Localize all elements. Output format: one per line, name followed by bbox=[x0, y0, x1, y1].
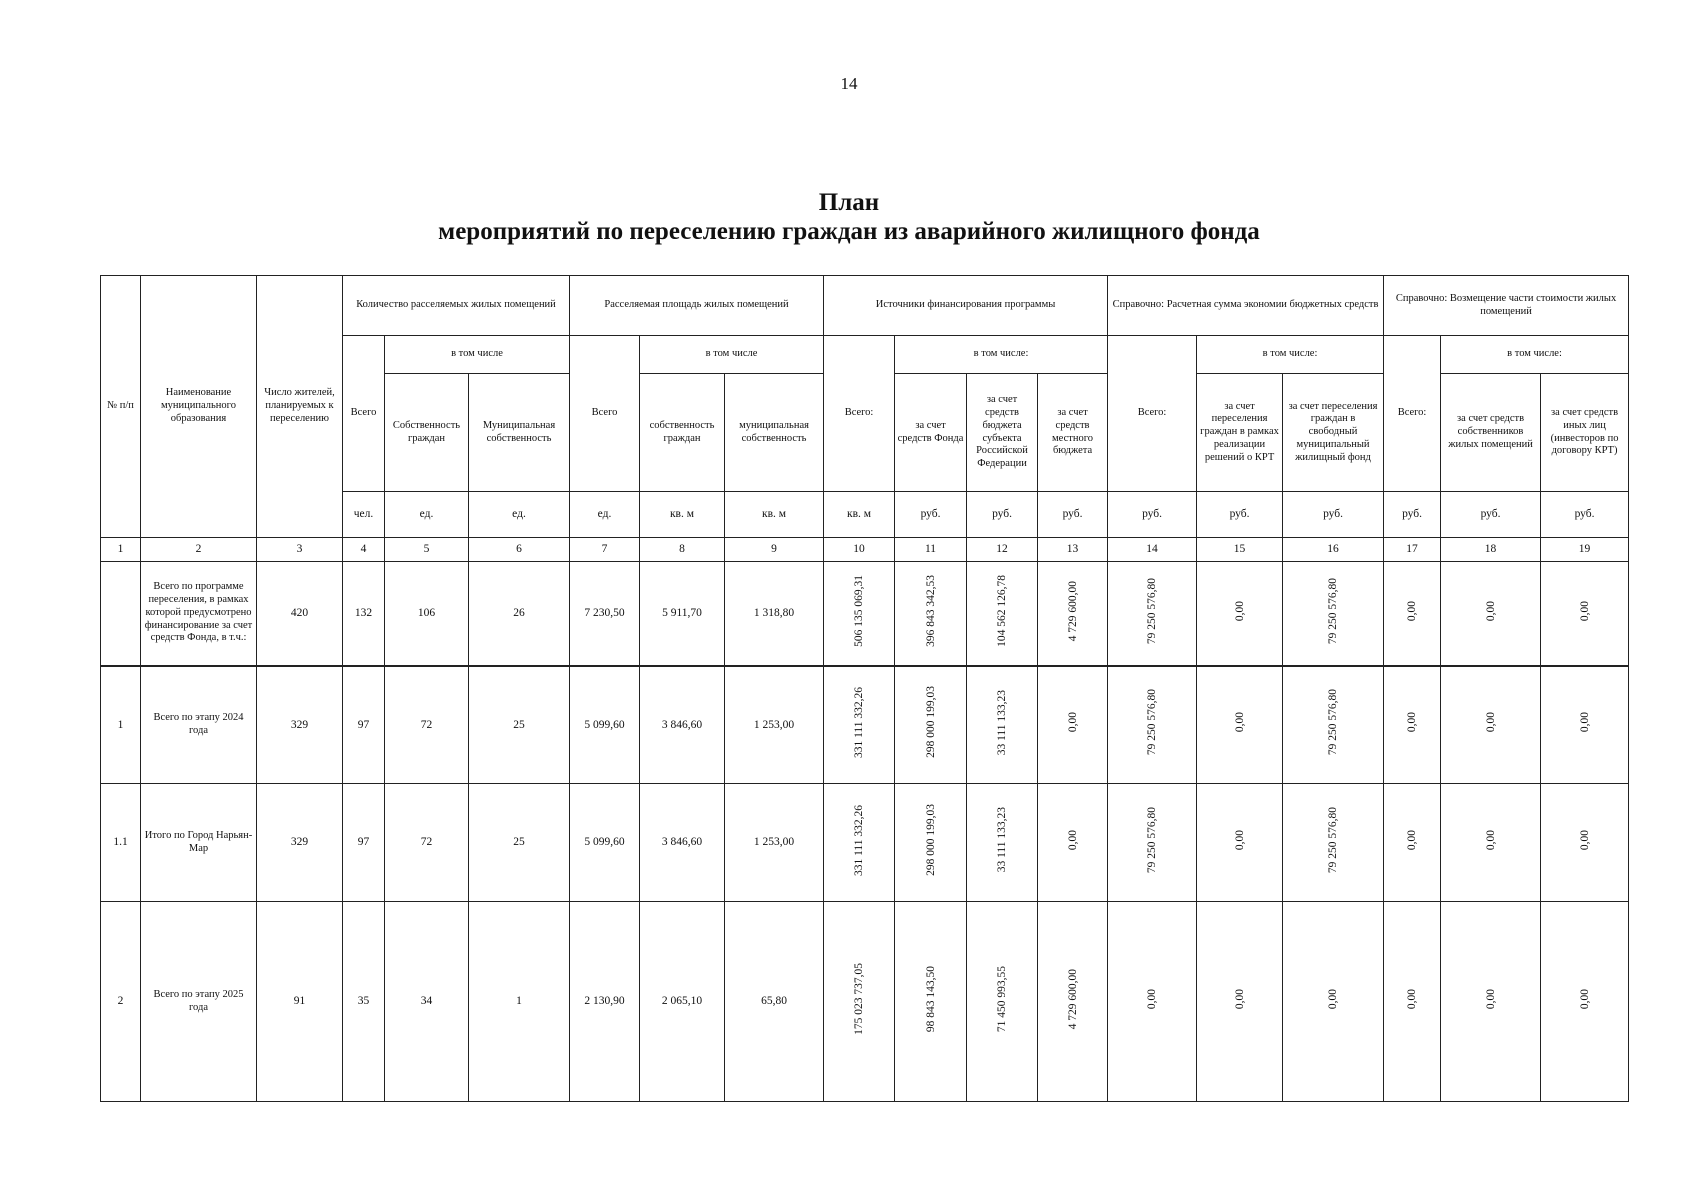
col-number: 9 bbox=[725, 538, 824, 562]
cell-value: 79 250 576,80 bbox=[1327, 807, 1340, 874]
header-rooms-own: Собственность граждан bbox=[385, 374, 469, 492]
header-fin-local: за счет средств местного бюджета bbox=[1038, 374, 1108, 492]
cell-rooms-total: 132 bbox=[343, 562, 385, 666]
page-title bbox=[0, 188, 1698, 246]
table-row bbox=[101, 666, 1629, 784]
cell-value: 298 000 199,03 bbox=[924, 804, 937, 877]
unit-cell: ед. bbox=[570, 492, 640, 538]
unit-cell: руб. bbox=[967, 492, 1038, 538]
cell-area-own: 2 065,10 bbox=[640, 902, 725, 1102]
unit-cell: руб. bbox=[1541, 492, 1629, 538]
cell-fin-subject bbox=[967, 784, 1038, 902]
cell-value: 0,00 bbox=[1233, 830, 1246, 851]
col-number: 10 bbox=[824, 538, 895, 562]
cell-sav-free bbox=[1283, 902, 1384, 1102]
cell-no: 1.1 bbox=[101, 784, 141, 902]
header-name: Наименование муниципального образования bbox=[141, 276, 257, 538]
cell-name: Всего по этапу 2025 года bbox=[141, 902, 257, 1102]
cell-no bbox=[101, 562, 141, 666]
cell-value: 104 562 126,78 bbox=[996, 574, 1009, 647]
cell-reimb-investors bbox=[1541, 784, 1629, 902]
cell-fin-fund bbox=[895, 666, 967, 784]
cell-value: 0,00 bbox=[1066, 712, 1079, 733]
cell-value: 79 250 576,80 bbox=[1146, 807, 1159, 874]
cell-value: 79 250 576,80 bbox=[1327, 689, 1340, 756]
header-reimb-incl: в том числе: bbox=[1441, 336, 1629, 374]
unit-cell: руб. bbox=[1441, 492, 1541, 538]
cell-value: 4 729 600,00 bbox=[1066, 580, 1079, 642]
cell-reimb-owners bbox=[1441, 562, 1541, 666]
header-fin-total: Всего: bbox=[824, 336, 895, 492]
cell-residents: 329 bbox=[257, 784, 343, 902]
col-number: 12 bbox=[967, 538, 1038, 562]
cell-value: 0,00 bbox=[1406, 712, 1419, 733]
col-number: 15 bbox=[1197, 538, 1283, 562]
cell-fin-subject bbox=[967, 562, 1038, 666]
table-row bbox=[101, 784, 1629, 902]
unit-cell: руб. bbox=[1283, 492, 1384, 538]
cell-value: 0,00 bbox=[1484, 712, 1497, 733]
col-number: 13 bbox=[1038, 538, 1108, 562]
cell-residents: 91 bbox=[257, 902, 343, 1102]
cell-fin-total bbox=[824, 562, 895, 666]
cell-reimb-total bbox=[1384, 902, 1441, 1102]
header-sav-total: Всего: bbox=[1108, 336, 1197, 492]
unit-cell: руб. bbox=[895, 492, 967, 538]
cell-area-total: 7 230,50 bbox=[570, 562, 640, 666]
cell-reimb-owners bbox=[1441, 784, 1541, 902]
table-row bbox=[101, 562, 1629, 666]
cell-value: 506 135 069,31 bbox=[853, 574, 866, 647]
header-sav-incl: в том числе: bbox=[1197, 336, 1384, 374]
unit-cell: руб. bbox=[1038, 492, 1108, 538]
header-area-total: Всего bbox=[570, 336, 640, 492]
title-line-1: План bbox=[818, 189, 880, 216]
header-fin-fund: за счет средств Фонда bbox=[895, 374, 967, 492]
cell-value: 98 843 143,50 bbox=[924, 966, 937, 1033]
cell-rooms-total: 97 bbox=[343, 666, 385, 784]
cell-value: 0,00 bbox=[1578, 712, 1591, 733]
cell-value: 298 000 199,03 bbox=[924, 686, 937, 759]
cell-area-mun: 65,80 bbox=[725, 902, 824, 1102]
unit-cell: ед. bbox=[385, 492, 469, 538]
cell-value: 79 250 576,80 bbox=[1327, 577, 1340, 644]
cell-reimb-total bbox=[1384, 784, 1441, 902]
resettlement-plan-table bbox=[100, 275, 1629, 1102]
column-numbers-row bbox=[101, 538, 1629, 562]
header-sav-krt: за счет переселения граждан в рамках реализации решений о КРТ bbox=[1197, 374, 1283, 492]
unit-cell: чел. bbox=[343, 492, 385, 538]
cell-rooms-own: 72 bbox=[385, 666, 469, 784]
cell-rooms-total: 35 bbox=[343, 902, 385, 1102]
cell-reimb-investors bbox=[1541, 562, 1629, 666]
cell-no: 1 bbox=[101, 666, 141, 784]
cell-name: Итого по Город Нарьян-Мар bbox=[141, 784, 257, 902]
cell-value: 0,00 bbox=[1233, 712, 1246, 733]
col-number: 18 bbox=[1441, 538, 1541, 562]
header-rooms-incl: в том числе bbox=[385, 336, 570, 374]
col-number: 7 bbox=[570, 538, 640, 562]
cell-residents: 420 bbox=[257, 562, 343, 666]
col-number: 14 bbox=[1108, 538, 1197, 562]
cell-fin-total bbox=[824, 666, 895, 784]
title-line-2: мероприятий по переселению граждан из аварийного жилищного фонда bbox=[438, 218, 1260, 245]
cell-sav-free bbox=[1283, 562, 1384, 666]
cell-value: 0,00 bbox=[1406, 989, 1419, 1010]
cell-sav-krt bbox=[1197, 562, 1283, 666]
cell-area-total: 5 099,60 bbox=[570, 666, 640, 784]
cell-rooms-mun: 1 bbox=[469, 902, 570, 1102]
header-sav-free: за счет переселения граждан в свободный муниципальный жилищный фонд bbox=[1283, 374, 1384, 492]
header-reimb-owners: за счет средств собственников жилых помещений bbox=[1441, 374, 1541, 492]
cell-value: 71 450 993,55 bbox=[996, 966, 1009, 1033]
unit-cell: руб. bbox=[1108, 492, 1197, 538]
col-number: 16 bbox=[1283, 538, 1384, 562]
header-savings-group: Справочно: Расчетная сумма экономии бюджетных средств bbox=[1108, 276, 1384, 336]
header-rooms-total: Всего bbox=[343, 336, 385, 492]
page-number: 14 bbox=[840, 74, 858, 93]
cell-reimb-owners bbox=[1441, 666, 1541, 784]
cell-rooms-mun: 25 bbox=[469, 784, 570, 902]
cell-value: 175 023 737,05 bbox=[853, 963, 866, 1036]
unit-cell: руб. bbox=[1384, 492, 1441, 538]
cell-area-mun: 1 253,00 bbox=[725, 784, 824, 902]
cell-sav-free bbox=[1283, 784, 1384, 902]
header-area-mun: муниципальная собственность bbox=[725, 374, 824, 492]
cell-rooms-own: 72 bbox=[385, 784, 469, 902]
col-number: 11 bbox=[895, 538, 967, 562]
header-reimb-investors: за счет средств иных лиц (инвесторов по договору КРТ) bbox=[1541, 374, 1629, 492]
col-number: 17 bbox=[1384, 538, 1441, 562]
header-reimb-total: Всего: bbox=[1384, 336, 1441, 492]
cell-sav-total bbox=[1108, 562, 1197, 666]
cell-value: 396 843 342,53 bbox=[924, 574, 937, 647]
cell-value: 0,00 bbox=[1406, 600, 1419, 621]
cell-reimb-owners bbox=[1441, 902, 1541, 1102]
cell-fin-subject bbox=[967, 902, 1038, 1102]
col-number: 3 bbox=[257, 538, 343, 562]
cell-area-own: 3 846,60 bbox=[640, 666, 725, 784]
cell-value: 79 250 576,80 bbox=[1146, 577, 1159, 644]
cell-sav-krt bbox=[1197, 666, 1283, 784]
cell-residents: 329 bbox=[257, 666, 343, 784]
cell-area-own: 3 846,60 bbox=[640, 784, 725, 902]
cell-value: 0,00 bbox=[1066, 830, 1079, 851]
cell-value: 0,00 bbox=[1484, 989, 1497, 1010]
cell-area-total: 2 130,90 bbox=[570, 902, 640, 1102]
cell-fin-fund bbox=[895, 902, 967, 1102]
header-reimb-group: Справочно: Возмещение части стоимости жилых помещений bbox=[1384, 276, 1629, 336]
unit-cell: кв. м bbox=[640, 492, 725, 538]
cell-value: 0,00 bbox=[1406, 830, 1419, 851]
header-residents: Число жителей, планируемых к переселению bbox=[257, 276, 343, 538]
cell-sav-free bbox=[1283, 666, 1384, 784]
header-area-group: Расселяемая площадь жилых помещений bbox=[570, 276, 824, 336]
cell-name: Всего по этапу 2024 года bbox=[141, 666, 257, 784]
cell-area-total: 5 099,60 bbox=[570, 784, 640, 902]
cell-area-mun: 1 318,80 bbox=[725, 562, 824, 666]
unit-cell: кв. м bbox=[824, 492, 895, 538]
cell-area-mun: 1 253,00 bbox=[725, 666, 824, 784]
cell-reimb-total bbox=[1384, 666, 1441, 784]
cell-rooms-own: 34 bbox=[385, 902, 469, 1102]
cell-fin-local bbox=[1038, 902, 1108, 1102]
table-row bbox=[101, 902, 1629, 1102]
cell-rooms-own: 106 bbox=[385, 562, 469, 666]
cell-value: 0,00 bbox=[1146, 989, 1159, 1010]
cell-rooms-total: 97 bbox=[343, 784, 385, 902]
cell-reimb-total bbox=[1384, 562, 1441, 666]
cell-fin-fund bbox=[895, 784, 967, 902]
header-rooms-mun: Муниципальная собственность bbox=[469, 374, 570, 492]
header-fin-subject: за счет средств бюджета субъекта Российской Федерации bbox=[967, 374, 1038, 492]
cell-value: 0,00 bbox=[1233, 600, 1246, 621]
cell-area-own: 5 911,70 bbox=[640, 562, 725, 666]
cell-value: 0,00 bbox=[1233, 989, 1246, 1010]
cell-fin-total bbox=[824, 784, 895, 902]
header-fin-incl: в том числе: bbox=[895, 336, 1108, 374]
col-number: 6 bbox=[469, 538, 570, 562]
cell-value: 4 729 600,00 bbox=[1066, 968, 1079, 1030]
cell-value: 0,00 bbox=[1327, 989, 1340, 1010]
unit-cell: руб. bbox=[1197, 492, 1283, 538]
cell-value: 0,00 bbox=[1484, 830, 1497, 851]
col-number: 5 bbox=[385, 538, 469, 562]
cell-fin-local bbox=[1038, 666, 1108, 784]
unit-cell: ед. bbox=[469, 492, 570, 538]
cell-name: Всего по программе переселения, в рамках которой предусмотрено финансирование за счет средств Фонда, в т.ч.: bbox=[141, 562, 257, 666]
cell-value: 79 250 576,80 bbox=[1146, 689, 1159, 756]
header-area-own: собственность граждан bbox=[640, 374, 725, 492]
cell-fin-total bbox=[824, 902, 895, 1102]
cell-value: 33 111 133,23 bbox=[996, 807, 1009, 873]
col-number: 1 bbox=[101, 538, 141, 562]
cell-sav-total bbox=[1108, 784, 1197, 902]
cell-fin-local bbox=[1038, 784, 1108, 902]
header-no: № п/п bbox=[101, 276, 141, 538]
cell-value: 0,00 bbox=[1578, 830, 1591, 851]
cell-reimb-investors bbox=[1541, 666, 1629, 784]
cell-reimb-investors bbox=[1541, 902, 1629, 1102]
header-row-groups bbox=[101, 276, 1629, 336]
cell-fin-fund bbox=[895, 562, 967, 666]
cell-rooms-mun: 25 bbox=[469, 666, 570, 784]
cell-value: 0,00 bbox=[1578, 600, 1591, 621]
col-number: 19 bbox=[1541, 538, 1629, 562]
unit-cell: кв. м bbox=[725, 492, 824, 538]
cell-value: 0,00 bbox=[1578, 989, 1591, 1010]
header-area-incl: в том числе bbox=[640, 336, 824, 374]
col-number: 8 bbox=[640, 538, 725, 562]
header-funding-group: Источники финансирования программы bbox=[824, 276, 1108, 336]
cell-value: 0,00 bbox=[1484, 600, 1497, 621]
header-rooms-group: Количество расселяемых жилых помещений bbox=[343, 276, 570, 336]
cell-value: 331 111 332,26 bbox=[853, 804, 866, 876]
cell-rooms-mun: 26 bbox=[469, 562, 570, 666]
cell-value: 33 111 133,23 bbox=[996, 689, 1009, 755]
col-number: 4 bbox=[343, 538, 385, 562]
cell-sav-total bbox=[1108, 902, 1197, 1102]
cell-sav-krt bbox=[1197, 902, 1283, 1102]
cell-sav-total bbox=[1108, 666, 1197, 784]
cell-value: 331 111 332,26 bbox=[853, 686, 866, 758]
cell-fin-subject bbox=[967, 666, 1038, 784]
cell-fin-local bbox=[1038, 562, 1108, 666]
col-number: 2 bbox=[141, 538, 257, 562]
cell-sav-krt bbox=[1197, 784, 1283, 902]
cell-no: 2 bbox=[101, 902, 141, 1102]
